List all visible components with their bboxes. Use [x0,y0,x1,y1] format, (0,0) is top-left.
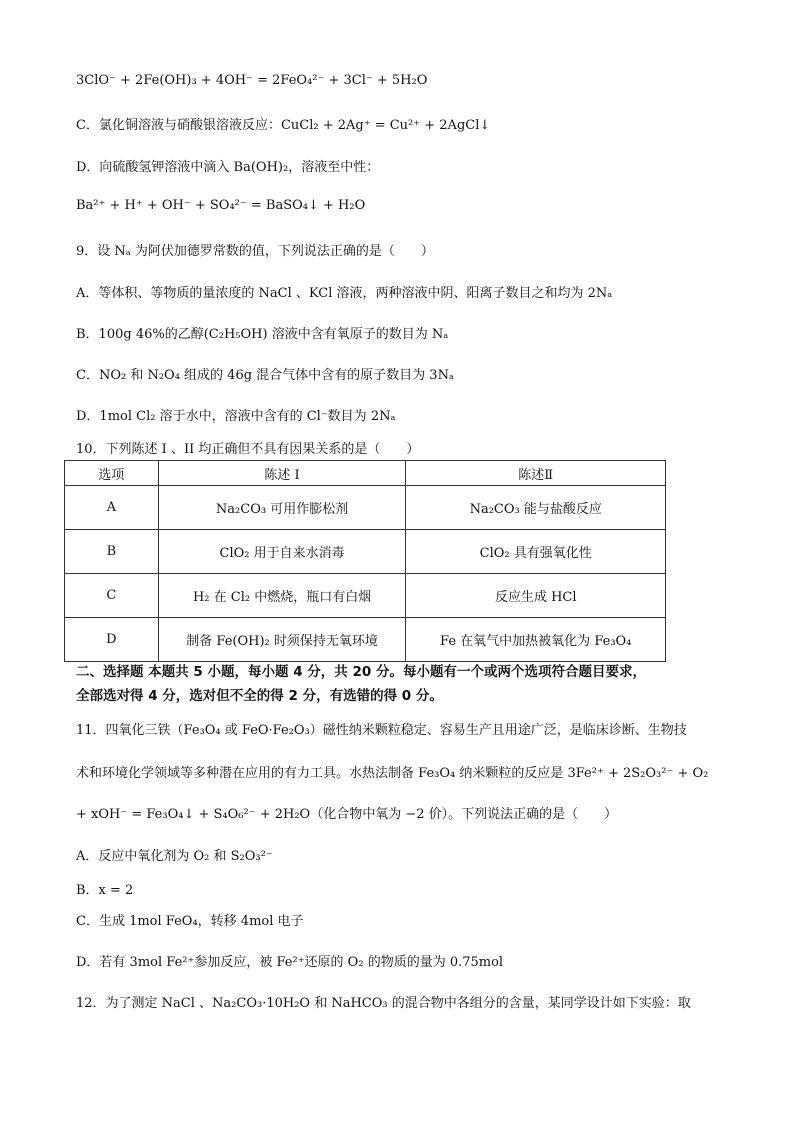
section-2-heading: 二、选择题 本题共 5 小题，每小题 4 分，共 20 分。每小题有一个或两个选项符合题目要求， [76,664,646,680]
option-d-line: D．向硫酸氢钾溶液中滴入 Ba(OH)₂，溶液至中性： [76,160,380,175]
table-cell: Fe 在氧气中加热被氧化为 Fe₃O₄ [406,618,666,662]
question-11: + xOH⁻ = Fe₃O₄↓ + S₄O₆²⁻ + 2H₂O（化合物中氧为 −2 价）。下列说法正确的是（ ） [76,807,618,822]
q11-option-b: B．x = 2 [76,883,134,898]
question-11: 11．四氧化三铁（Fe₃O₄ 或 FeO·Fe₂O₃）磁性纳米颗粒稳定、容易生产且用途广泛，是临床诊断、生物技 [76,723,687,738]
section-2-heading: 全部选对得 4 分，选对但不全的得 2 分，有选错的得 0 分。 [76,688,443,704]
table-cell: 反应生成 HCl [406,574,666,618]
q9-option-c: C．NO₂ 和 N₂O₄ 组成的 46g 混合气体中含有的原子数目为 3Nₐ [76,368,454,383]
q9-option-d: D．1mol Cl₂ 溶于水中，溶液中含有的 Cl⁻数目为 2Nₐ [76,409,396,424]
table-cell: H₂ 在 Cl₂ 中燃烧，瓶口有白烟 [158,574,406,618]
q11-option-c: C．生成 1mol FeO₄，转移 4mol 电子 [76,914,304,929]
table-cell: C [65,574,159,618]
table-header: 陈述 I [158,461,406,486]
table-row [65,574,666,618]
table-header-row [65,461,666,486]
option-c-line: C．氯化铜溶液与硝酸银溶液反应：CuCl₂ + 2Ag⁺ = Cu²⁺ + 2AgCl↓ [76,118,491,133]
q11-option-d: D．若有 3mol Fe²⁺参加反应，被 Fe²⁺还原的 O₂ 的物质的量为 0.75mol [76,955,504,970]
q9-option-a: A．等体积、等物质的量浓度的 NaCl 、KCl 溶液，两种溶液中阴、阳离子数目之和均为 2Nₐ [76,286,613,301]
table-cell: Na₂CO₃ 可用作膨松剂 [158,486,406,530]
table-row [65,618,666,662]
table-cell: 制备 Fe(OH)₂ 时须保持无氧环境 [158,618,406,662]
question-10-table [64,460,666,662]
table-cell: B [65,530,159,574]
equation-line: 3ClO⁻ + 2Fe(OH)₃ + 4OH⁻ = 2FeO₄²⁻ + 3Cl⁻ + 5H₂O [76,73,428,88]
question-12: 12．为了测定 NaCl 、Na₂CO₃·10H₂O 和 NaHCO₃ 的混合物中各组分的含量，某同学设计如下实验：取 [76,996,691,1011]
q11-option-a: A．反应中氧化剂为 O₂ 和 S₂O₃²⁻ [76,849,273,864]
question-9: 9．设 Nₐ 为阿伏加德罗常数的值，下列说法正确的是（ ） [76,244,434,259]
q9-option-b: B．100g 46%的乙醇(C₂H₅OH) 溶液中含有氧原子的数目为 Nₐ [76,327,449,342]
table-row [65,486,666,530]
table-cell: Na₂CO₃ 能与盐酸反应 [406,486,666,530]
table-header: 选项 [65,461,159,486]
table-cell: ClO₂ 用于自来水消毒 [158,530,406,574]
table-cell: A [65,486,159,530]
table-header: 陈述Ⅱ [406,461,666,486]
equation-line: Ba²⁺ + H⁺ + OH⁻ + SO₄²⁻ = BaSO₄↓ + H₂O [76,198,366,213]
question-10: 10．下列陈述 I 、II 均正确但不具有因果关系的是（ ） [76,442,420,457]
table-cell: ClO₂ 具有强氧化性 [406,530,666,574]
table-row [65,530,666,574]
table-cell: D [65,618,159,662]
question-11: 术和环境化学领域等多种潜在应用的有力工具。水热法制备 Fe₃O₄ 纳米颗粒的反应是 3Fe²⁺ + 2S₂O₃²⁻ + O₂ [76,766,709,781]
